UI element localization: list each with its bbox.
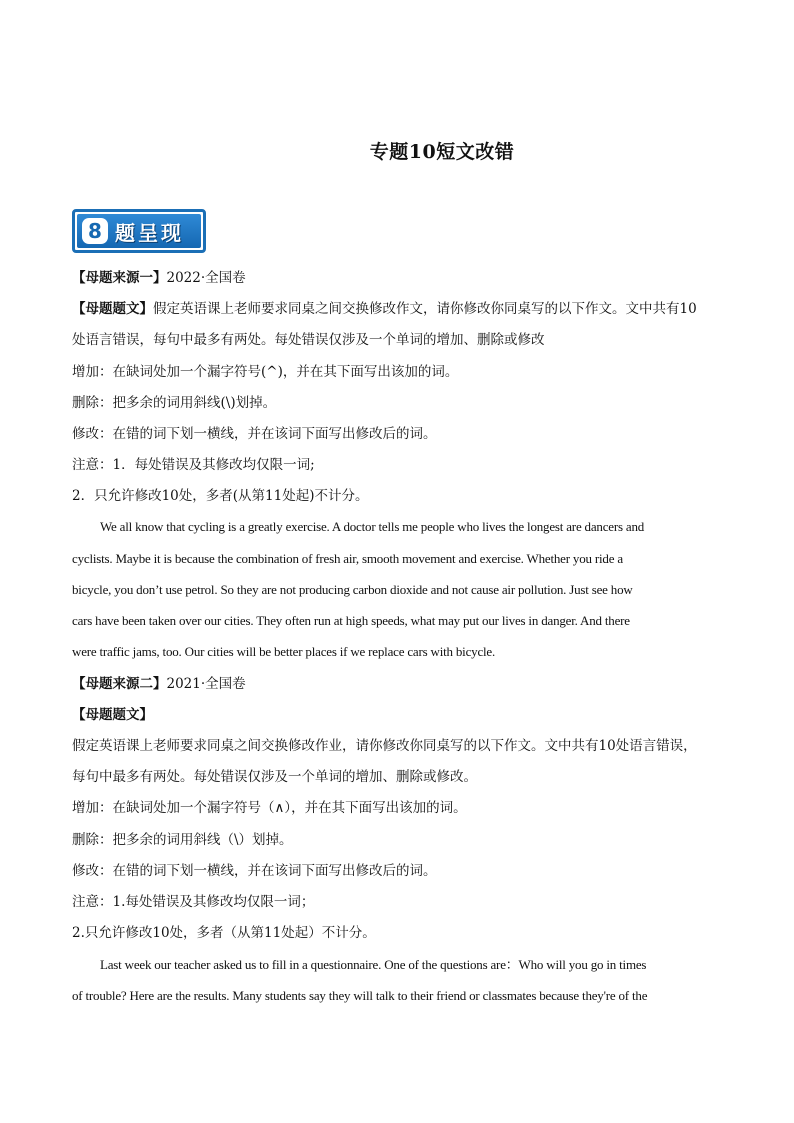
source2-prompt-line1: 假定英语课上老师要求同桌之间交换修改作业，请你修改你同桌写的以下作文。文中共有10处语言错误， (72, 738, 697, 754)
source2-text: 2021·全国卷 (166, 676, 246, 692)
page-title: 专题10短文改错 (369, 141, 515, 163)
banner-label: 题呈现 (115, 220, 184, 245)
source2-note1: 注意：1.每处错误及其修改均仅限一词； (72, 894, 315, 910)
source2-label: 【母题来源二】 (72, 676, 167, 692)
source1-modify-rule: 修改：在错的词下划一横线，并在该词下面写出修改后的词。 (72, 426, 437, 442)
source1-passage-line: were traffic jams, too. Our cities will be better places if we replace cars with bicycle. (72, 644, 496, 659)
source1-delete-rule: 删除：把多余的词用斜线(\)划掉。 (72, 395, 277, 411)
number-eight-icon: 8 (82, 218, 108, 244)
source1-passage-line: We all know that cycling is a greatly exercise. A doctor tells me people who lives the longest are dancers and (100, 519, 645, 534)
source1-header (72, 268, 732, 288)
source1-passage-line: cars have been taken over our cities. They often run at high speeds, what may put our lives in danger. And there (72, 613, 630, 628)
source1-note1: 注意：1．每处错误及其修改均仅限一词; (72, 457, 315, 473)
source2-prompt-label-line (72, 705, 732, 725)
source1-label: 【母题来源一】 (72, 270, 167, 286)
section-banner (72, 209, 206, 253)
source1-prompt-text1: 假定英语课上老师要求同桌之间交换修改作文，请你修改你同桌写的以下作文。文中共有10 (153, 301, 697, 317)
source1-prompt-line1 (72, 299, 732, 319)
source1-add-rule: 增加：在缺词处加一个漏字符号(^)，并在其下面写出该加的词。 (72, 364, 459, 380)
source2-prompt-line2: 每句中最多有两处。每处错误仅涉及一个单词的增加、删除或修改。 (72, 769, 477, 785)
source2-add-rule: 增加：在缺词处加一个漏字符号（∧），并在其下面写出该加的词。 (72, 800, 467, 816)
source2-prompt-label: 【母题题文】 (72, 707, 153, 723)
source2-note2: 2.只允许修改10处，多者（从第11处起）不计分。 (72, 925, 376, 941)
source2-passage-line: of trouble? Here are the results. Many students say they will talk to their friend or classmates because they're of the (72, 988, 648, 1003)
source1-note2: 2．只允许修改10处，多者(从第11处起)不计分。 (72, 488, 369, 504)
source2-header (72, 674, 732, 694)
source2-delete-rule: 删除：把多余的词用斜线（\）划掉。 (72, 832, 293, 848)
source2-passage-line: Last week our teacher asked us to fill in a questionnaire. One of the questions are：Who will you go in times (100, 957, 647, 972)
source1-passage-line: bicycle, you don’t use petrol. So they are not producing carbon dioxide and not cause air pollution. Just see how (72, 582, 633, 597)
source1-prompt-line2: 处语言错误，每句中最多有两处。每处错误仅涉及一个单词的增加、删除或修改 (72, 332, 545, 348)
source1-text: 2022·全国卷 (166, 270, 246, 286)
banner-body (77, 214, 201, 248)
source2-modify-rule: 修改：在错的词下划一横线，并在该词下面写出修改后的词。 (72, 863, 437, 879)
source1-prompt-label: 【母题题文】 (72, 301, 153, 317)
source1-passage-line: cyclists. Maybe it is because the combination of fresh air, smooth movement and exercise. Whether you ride a (72, 551, 623, 566)
